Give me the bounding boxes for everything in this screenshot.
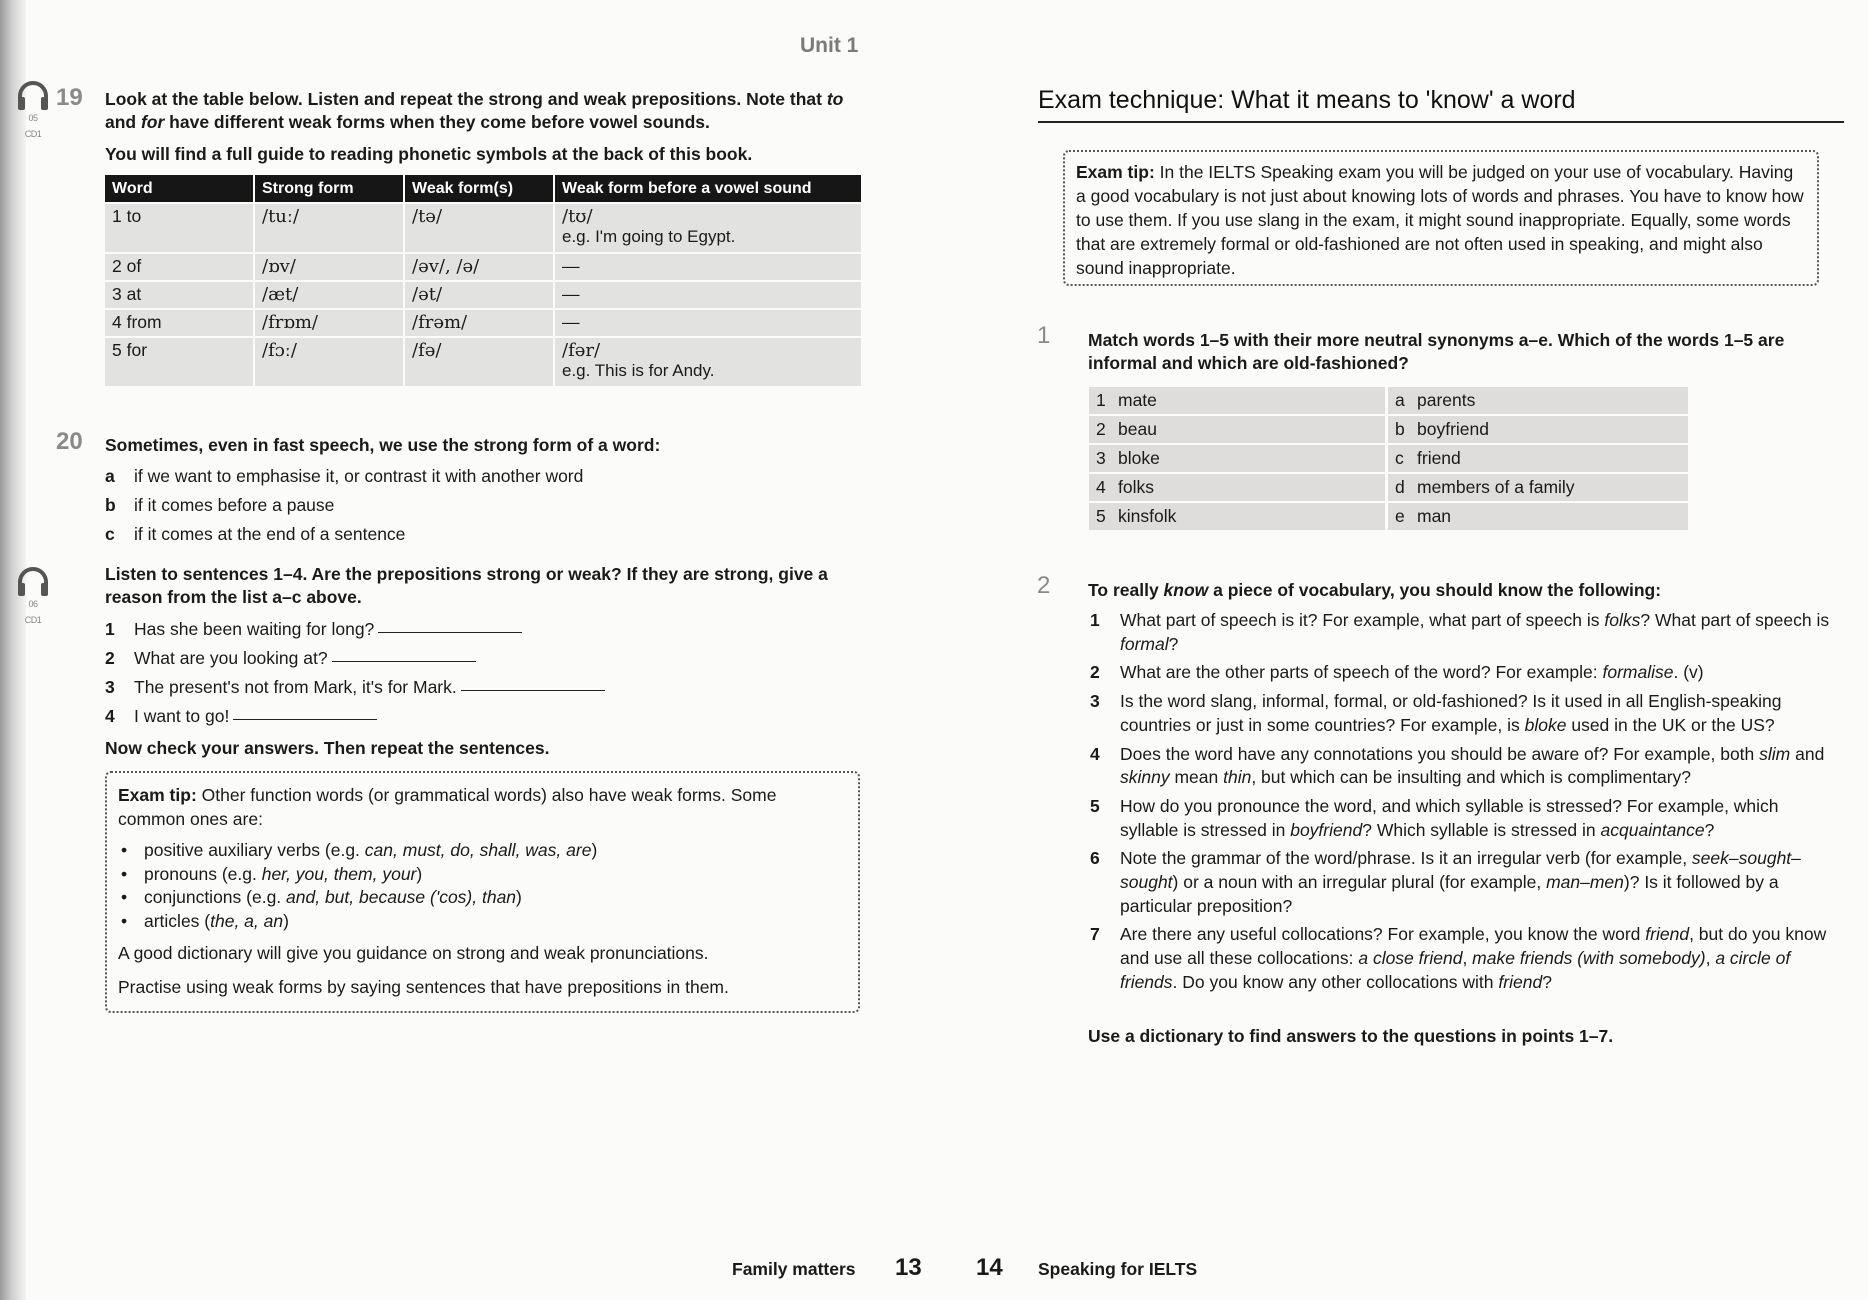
list-item: 3 Is the word slang, informal, formal, or old-fashioned? Is it used in all English-speaking countries or just in some countries? For example, is bloke used in the UK or the US? [1090, 691, 1782, 735]
list-item: 2 What are the other parts of speech of the word? For example: formalise. (v) [1090, 662, 1704, 683]
phonetic-guide-note: You will find a full guide to reading phonetic symbols at the back of this book. [105, 144, 753, 164]
column-header: Word [105, 175, 253, 202]
exercise-number: 20 [56, 428, 83, 455]
column-header: Strong form [255, 175, 403, 202]
list-item: 4 I want to go! [105, 704, 865, 728]
reason-list [105, 464, 865, 551]
audio-track-marker[interactable] [8, 566, 58, 625]
footer-book-title: Speaking for IELTS [1038, 1259, 1198, 1279]
table-row: 3 at /æt/ /ət/ — [105, 280, 861, 308]
section-title: Exam technique: What it means to 'know' a word [1038, 86, 1576, 114]
table-row: 1 to /tuː/ /tə/ /tʊ/ e.g. I'm going to Egypt. [105, 202, 861, 252]
exam-tip-box [105, 771, 860, 1013]
table-row: 4 folks d members of a family [1089, 472, 1688, 501]
bullet-icon: • [121, 840, 128, 860]
list-item: • articles (the, a, an) [118, 910, 847, 934]
exercise-intro: Sometimes, even in fast speech, we use the strong form of a word: [105, 435, 661, 455]
list-item: 1 What part of speech is it? For example, what part of speech is folks? What part of speech is formal? [1090, 610, 1830, 654]
tip-intro: Exam tip: Other function words (or grammatical words) also have weak forms. Some common ones are: [118, 785, 777, 829]
list-item: c if it comes at the end of a sentence [105, 524, 406, 544]
bullet-icon: • [121, 910, 128, 931]
headphones-icon [15, 566, 51, 598]
sentence-list [105, 617, 865, 733]
check-note: Now check your answers. Then repeat the sentences. [105, 738, 550, 758]
audio-track-number: 06 [28, 599, 38, 609]
table-row: 5 kinsfolk e man [1089, 501, 1688, 530]
preposition-table [103, 175, 863, 386]
audio-track-number: 05 [28, 113, 38, 123]
table-row: 1 mate a parents [1089, 385, 1688, 414]
answer-blank[interactable] [233, 704, 377, 720]
audio-track-marker[interactable] [8, 80, 58, 139]
answer-blank[interactable] [332, 646, 476, 662]
list-item: 4 Does the word have any connotations you should be aware of? For example, both slim and skinny mean thin, but which can be insulting and which is complimentary? [1090, 743, 1825, 788]
list-item: 5 How do you pronounce the word, and which syllable is stressed? For example, which syllable is stressed in boyfriend? Which syllable is stressed in acquaintance? [1090, 795, 1779, 840]
tip-bullet-list [118, 839, 847, 933]
list-item: • conjunctions (e.g. and, but, because ('cos), than) [118, 886, 847, 910]
list-item: 6 Note the grammar of the word/phrase. Is it an irregular verb (for example, seek–sought–sought) or a noun with an irregular plural (for example, man–men)? Is it followed by a particular preposition? [1090, 848, 1801, 916]
list-item: 1 Has she been waiting for long? [105, 617, 865, 641]
exercise-instruction: To really know a piece of vocabulary, you should know the following: [1088, 580, 1662, 600]
column-header: Weak form(s) [405, 175, 553, 202]
bullet-icon: • [121, 887, 128, 907]
list-item: 7 Are there any useful collocations? For example, you know the word friend, but do you know and use all these collocations: a close friend, make friends (with somebody), a circle of friends. Do you know any other collocations with friend? [1090, 924, 1827, 992]
unit-label: Unit 1 [800, 34, 859, 57]
answer-blank[interactable] [461, 675, 605, 691]
page-number: 14 [976, 1254, 1003, 1281]
headphones-icon [15, 80, 51, 112]
table-row: 3 bloke c friend [1089, 443, 1688, 472]
list-item: • pronouns (e.g. her, you, them, your) [118, 863, 847, 887]
exam-tip-box: Exam tip: In the IELTS Speaking exam you will be judged on your use of vocabulary. Having a good vocabulary is not just about knowing lots of words and phrases. You have to know how to use them. If you use slang in the exam, it might sound inappropriate. Equally, some words that are extremely formal or old-fashioned are not often used in speaking, and might also sound inappropriate. [1063, 150, 1819, 286]
bullet-icon: • [121, 863, 128, 884]
tip-paragraph: Practise using weak forms by saying sentences that have prepositions in them. [118, 977, 729, 997]
audio-cd-label: CD1 [24, 615, 42, 625]
title-divider [1038, 121, 1844, 123]
table-row: 2 of /ɒv/ /əv/, /ə/ — [105, 252, 861, 280]
exercise-number: 1 [1037, 322, 1051, 349]
exercise-instruction: Look at the table below. Listen and repeat the strong and weak prepositions. Note that to and for have different weak forms when they come before vowel sounds. [105, 89, 844, 132]
book-spine-shadow [0, 0, 26, 1300]
list-item: 2 What are you looking at? [105, 646, 865, 670]
tip-paragraph: A good dictionary will give you guidance on strong and weak pronunciations. [118, 943, 709, 963]
list-item: 3 The present's not from Mark, it's for Mark. [105, 675, 865, 699]
matching-table [1086, 385, 1691, 530]
table-row: 2 beau b boyfriend [1089, 414, 1688, 443]
audio-cd-label: CD1 [24, 129, 42, 139]
closing-instruction: Use a dictionary to find answers to the questions in points 1–7. [1088, 1026, 1614, 1046]
knowledge-point-list [1090, 609, 1830, 1000]
table-row: 4 from /frɒm/ /frəm/ — [105, 308, 861, 336]
column-header: Weak form before a vowel sound [555, 175, 861, 202]
list-item: a if we want to emphasise it, or contrast it with another word [105, 466, 584, 486]
exercise-instruction: Match words 1–5 with their more neutral synonyms a–e. Which of the words 1–5 are informal and which are old-fashioned? [1088, 330, 1785, 373]
listen-instruction: Listen to sentences 1–4. Are the prepositions strong or weak? If they are strong, give a reason from the list a–c above. [105, 564, 828, 607]
table-row: 5 for /fɔː/ /fə/ /fər/ e.g. This is for Andy. [105, 336, 861, 386]
answer-blank[interactable] [378, 617, 522, 633]
list-item: b if it comes before a pause [105, 495, 335, 515]
exercise-number: 2 [1037, 572, 1051, 599]
exercise-number: 19 [56, 84, 83, 111]
page-number: 13 [895, 1254, 922, 1281]
list-item: • positive auxiliary verbs (e.g. can, must, do, shall, was, are) [118, 839, 847, 863]
footer-chapter-title: Family matters [732, 1259, 856, 1279]
